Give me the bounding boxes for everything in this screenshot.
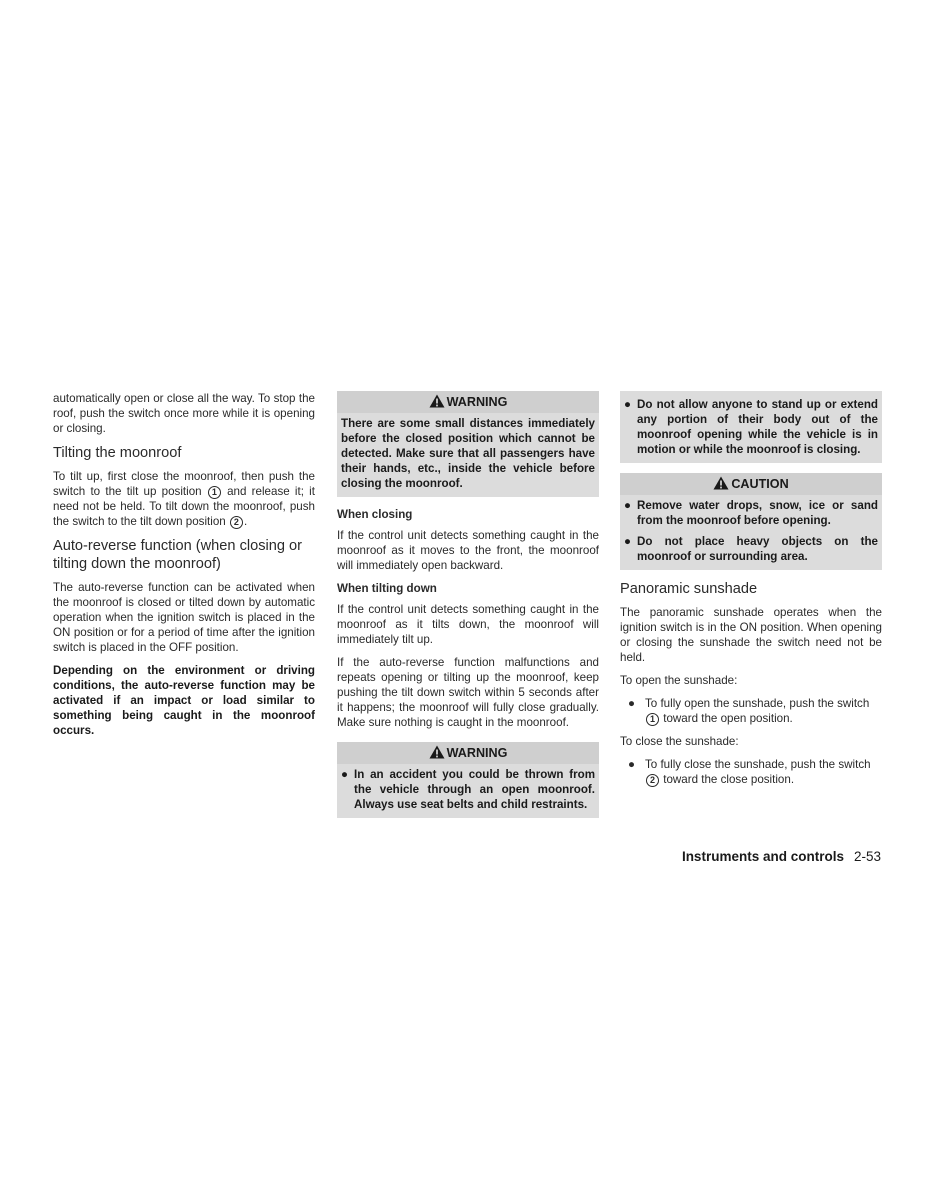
column-right	[620, 391, 882, 795]
paragraph-close-sunshade: To close the sunshade:	[620, 735, 739, 748]
heading-panoramic-sunshade: Panoramic sunshade	[620, 581, 758, 597]
warning-box-2-header	[337, 742, 599, 764]
warning-continued-body	[620, 391, 882, 463]
heading-when-tilting-down: When tilting down	[337, 582, 437, 595]
callout-number-2: 2	[646, 774, 659, 787]
page-footer	[682, 848, 881, 866]
warning-box-2-title: WARNING	[446, 746, 508, 760]
warning-box-2-body	[337, 764, 599, 818]
list-item-text: In an accident you could be thrown from the vehicle through an open moonroof. Always use seat belts and child restraints.	[354, 768, 595, 811]
paragraph-auto-reverse-note: Depending on the environment or driving conditions, the auto-reverse function may be activated if an impact or load similar to something being caught in the moonroof occurs.	[53, 664, 315, 737]
list-item	[620, 757, 882, 787]
column-left	[53, 391, 315, 746]
column-middle	[337, 391, 599, 828]
tilt-text-c: .	[243, 515, 248, 528]
callout-number-2: 2	[230, 516, 243, 529]
tilt-text-b: and release it; it need not be held. To tilt down the moonroof, push the switch to the tilt down position	[53, 485, 315, 528]
warning-triangle-icon	[429, 745, 445, 759]
warning-triangle-icon	[713, 476, 729, 490]
paragraph-when-closing: If the control unit detects something caught in the moonroof as it moves to the front, the moonroof will immediately open backward.	[337, 529, 599, 572]
list-item-text: toward the close position.	[660, 773, 795, 786]
list-item-text: Do not allow anyone to stand up or extend any portion of their body out of the moonroof opening while the vehicle is in motion or while the moonroof is closing.	[637, 398, 878, 456]
caution-box	[620, 473, 882, 570]
bullet-icon: ●	[628, 758, 636, 771]
paragraph-malfunction: If the auto-reverse function malfunctions and repeats opening or tilting up the moonroof, keep pushing the tilt down switch within 5 seconds after it happens; the moonroof will fully close gradually. Make sure nothing is caught in the moonroof.	[337, 656, 599, 729]
paragraph-continued: automatically open or close all the way. To stop the roof, push the switch once more while it is opening or closing.	[53, 392, 315, 435]
warning-triangle-icon	[429, 394, 445, 408]
list-item	[624, 534, 878, 564]
heading-auto-reverse: Auto-reverse function (when closing or tilting down the moonroof)	[53, 538, 303, 572]
close-list	[620, 757, 882, 787]
open-list	[620, 696, 882, 726]
caution-box-title: CAUTION	[731, 477, 789, 491]
heading-tilting: Tilting the moonroof	[53, 445, 182, 461]
warning-box-1-header	[337, 391, 599, 413]
bullet-icon: ●	[624, 499, 632, 512]
callout-number-1: 1	[646, 713, 659, 726]
paragraph-sunshade: The panoramic sunshade operates when the ignition switch is in the ON position. When opening or closing the sunshade the switch need not be held.	[620, 606, 882, 664]
footer-section-title: Instruments and controls	[681, 849, 844, 864]
list-item	[624, 498, 878, 528]
paragraph-open-sunshade: To open the sunshade:	[620, 674, 738, 687]
caution-box-header	[620, 473, 882, 495]
caution-box-body	[620, 495, 882, 570]
page-number: 2-53	[853, 849, 881, 864]
paragraph-auto-reverse: The auto-reverse function can be activated when the moonroof is closed or tilted down by automatic operation when the ignition switch is placed in the ON position or for a period of time after the ignition switch is placed in the OFF position.	[53, 581, 315, 654]
list-item-text: To fully open the sunshade, push the switch	[645, 697, 870, 710]
list-item-text: toward the open position.	[660, 712, 793, 725]
warning-box-1-title: WARNING	[446, 395, 508, 409]
list-item-text: To fully close the sunshade, push the switch	[645, 758, 871, 771]
tilt-text-a: To tilt up, first close the moonroof, then push the switch to the tilt up position	[53, 470, 315, 498]
list-item-text: Do not place heavy objects on the moonroof or surrounding area.	[637, 535, 878, 563]
warning-box-2	[337, 742, 599, 818]
list-item	[624, 397, 878, 457]
list-item-text: Remove water drops, snow, ice or sand from the moonroof before opening.	[637, 499, 878, 527]
paragraph-when-tilting-down: If the control unit detects something caught in the moonroof as it tilts down, the moonroof will immediately tilt up.	[337, 603, 599, 646]
bullet-icon: ●	[628, 697, 636, 710]
list-item	[620, 696, 882, 726]
heading-when-closing: When closing	[337, 508, 413, 521]
warning-box-1	[337, 391, 599, 497]
bullet-icon: ●	[341, 768, 349, 781]
paragraph-tilting	[53, 469, 315, 529]
callout-number-1: 1	[208, 486, 221, 499]
warning-box-1-text: There are some small distances immediately before the closed position which cannot be detected. Make sure that all passengers have their hands, etc., inside the vehicle before closing the moonroof.	[341, 417, 595, 490]
list-item	[341, 767, 595, 812]
bullet-icon: ●	[624, 535, 632, 548]
bullet-icon: ●	[624, 398, 632, 411]
warning-continued-box	[620, 391, 882, 463]
